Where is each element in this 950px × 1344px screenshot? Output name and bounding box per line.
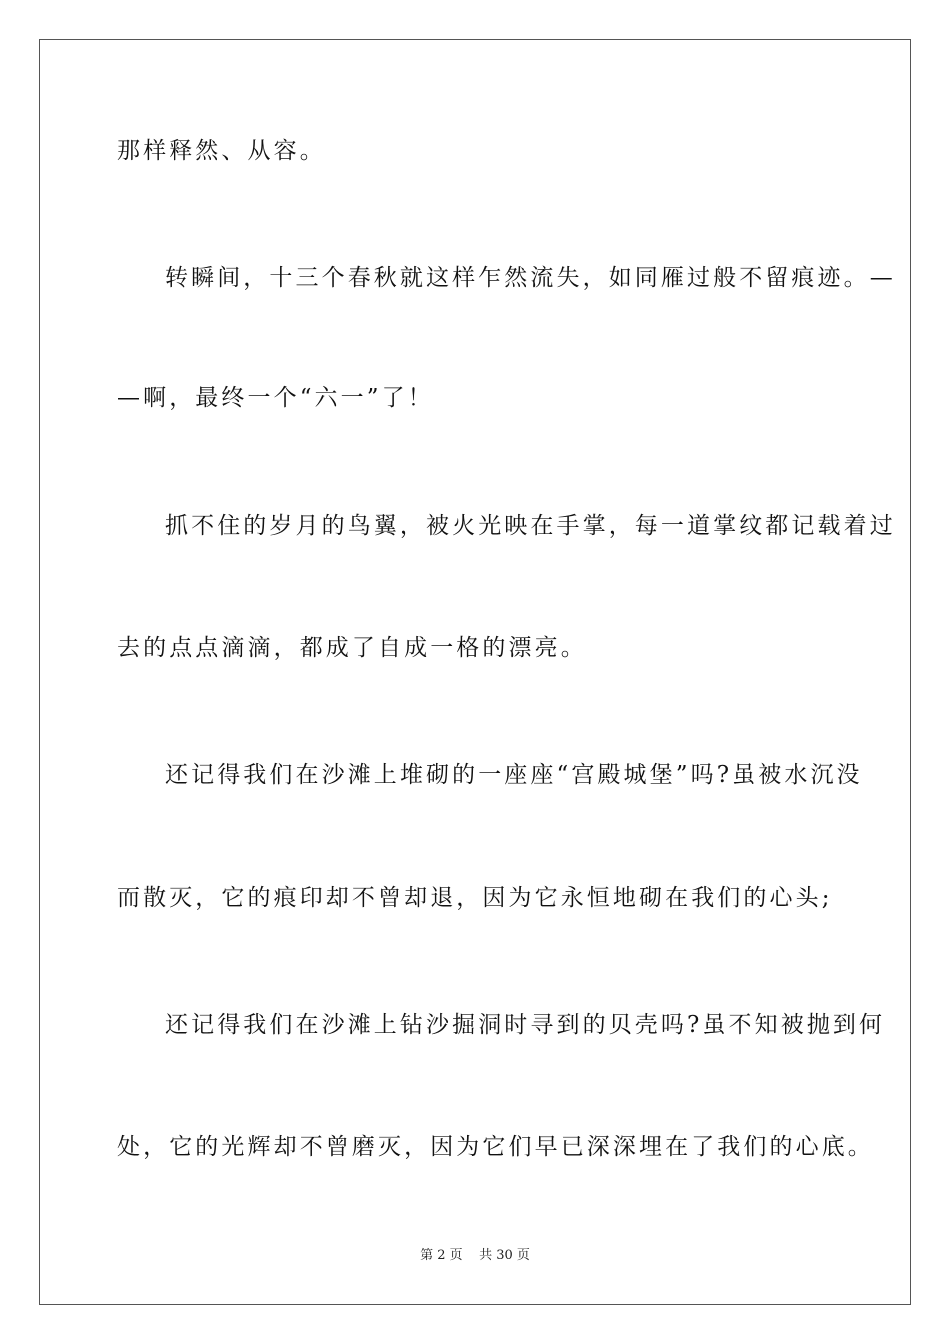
text-line-3: —啊，最终一个“六一”了！ [117,385,434,411]
paragraph-start-line: 转瞬间，十三个春秋就这样乍然流失，如同雁过般不留痕迹。— [165,265,896,291]
paragraph-start-line: 还记得我们在沙滩上堆砌的一座座“宫殿城堡”吗?虽被水沉没 [165,762,863,788]
text-line-1: 那样释然、从容。 [117,138,326,164]
text-line-5: 去的点点滴滴，都成了自成一格的漂亮。 [117,635,587,661]
text-line-9: 处，它的光辉却不曾磨灭，因为它们早已深深埋在了我们的心底。 [117,1134,874,1160]
text-line-7: 而散灭，它的痕印却不曾却退，因为它永恒地砌在我们的心头; [117,885,833,911]
page-number-footer: 第 2 页 共 30 页 [420,1248,530,1263]
paragraph-start-line: 还记得我们在沙滩上钻沙掘洞时寻到的贝壳吗?虽不知被抛到何 [165,1012,886,1038]
page-border [39,39,911,1305]
paragraph-start-line: 抓不住的岁月的鸟翼，被火光映在手掌，每一道掌纹都记载着过 [165,513,896,539]
